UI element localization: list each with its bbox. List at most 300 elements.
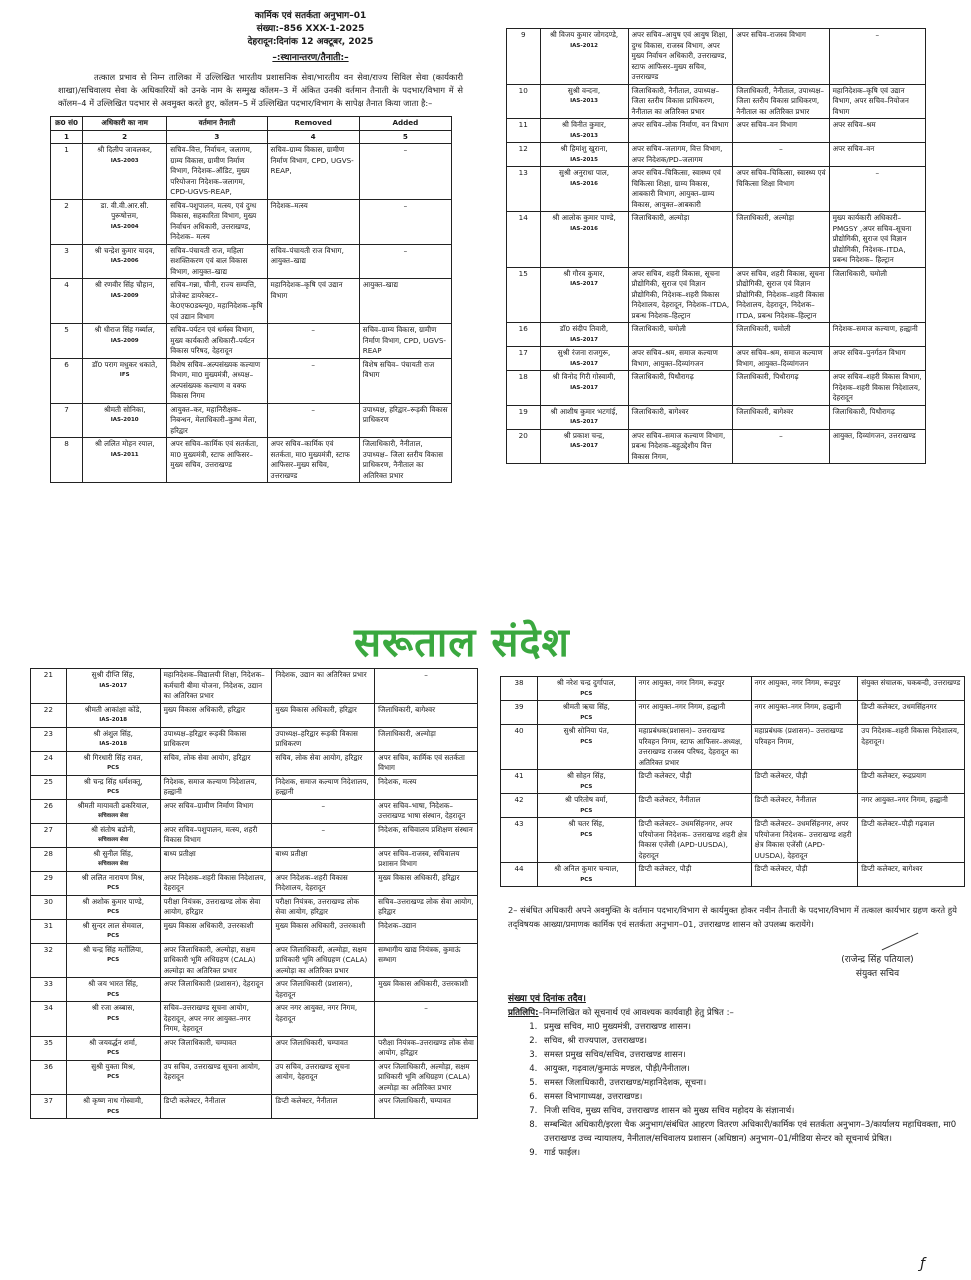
officer-service: PCS xyxy=(107,933,120,939)
officer-name-cell xyxy=(83,199,167,244)
officer-name: श्री आशीष कुमार भटगांई, xyxy=(550,406,618,416)
removed-charge: अपर जिलाधिकारी, चम्पावत xyxy=(272,1036,375,1060)
serial-number: 29 xyxy=(31,871,67,895)
added-charge: महानिदेशक–कृषि एवं उद्यान विभाग, अपर सचिव–नियोजन विभाग xyxy=(829,84,925,119)
removed-charge: अपर नगर आयुक्त, नगर निगम, देहरादून xyxy=(272,1002,375,1037)
department-line: कार्मिक एवं सतर्कता अनुभाग–01 xyxy=(254,11,367,21)
table-row xyxy=(507,119,926,143)
removed-charge: जिलाधिकारी, नैनीताल, उपाध्यक्ष–जिला स्तरीय विकास प्राधिकरण, नैनीताल का अतिरिक्त प्रभार xyxy=(733,84,829,119)
table-row xyxy=(507,371,926,406)
officer-name-cell xyxy=(540,323,628,347)
current-posting: डिप्टी कलेक्टर, पौड़ी xyxy=(635,863,751,887)
officer-name: सुश्री अनुराधा पाल, xyxy=(558,168,610,177)
serial-number: 15 xyxy=(507,267,541,323)
table-row xyxy=(31,943,478,978)
serial-number: 41 xyxy=(501,770,538,794)
table-row xyxy=(31,775,478,799)
officer-name-cell xyxy=(540,143,628,167)
officer-name: सुश्री युक्ता मिश्र, xyxy=(91,1061,136,1071)
table-row xyxy=(507,429,926,464)
officer-name-cell xyxy=(540,119,628,143)
added-charge: – xyxy=(375,1002,478,1037)
added-charge: अपर सचिव–पुनर्गठन विभाग xyxy=(829,347,925,371)
officer-name-cell xyxy=(83,279,167,324)
officer-name: श्री रणवीर सिंह चौहान, xyxy=(94,280,155,289)
table-row xyxy=(507,143,926,167)
officer-service: IAS-2017 xyxy=(570,419,598,425)
officer-service: IAS-2009 xyxy=(110,292,139,299)
officer-name: श्री आलोक कुमार पाण्डे, xyxy=(552,213,616,222)
table-row xyxy=(507,29,926,85)
officer-name: श्री विनीत कुमार, xyxy=(561,120,607,129)
instruction-paragraph: 2– संबंधित अधिकारी अपने अवमुक्ति के वर्तमान पदभार/विभाग से कार्यमुक्त होकर नवीन तैनाती के पदभार/विभाग में तत्काल कार्यभार ग्रहण करते हुये तद्‌विषयक आख्या/प्रमाणक कार्मिक एवं सतर्कता अनुभाग–01, उत्तराखण्ड शासन को उपलब्ध करायेंगे। xyxy=(508,905,957,929)
added-charge: अपर सचिव–राजस्व, सचिवालय प्रशासन विभाग xyxy=(375,847,478,871)
serial-number: 11 xyxy=(507,119,541,143)
copy-to-item: 8. सम्बन्धित अधिकारी/इरला चैक अनुभाग/संबंधित आहरण वितरण अधिकारी/कार्मिक एवं सतर्कता अनुभाग–3/कार्यालय महाधिवक्ता, मा0 उत्तराखण्ड उच्च न्यायालय, नैनीताल/सचिवालय प्रशासन (अधिष्ठान) अनुभाग–01/मीडिया सेन्टर को सूचनार्थ प्रेषित। xyxy=(540,1118,965,1146)
officer-name-cell xyxy=(66,943,160,978)
current-posting: अपर सचिव–पशुपालन, मत्स्य, शहरी विकास विभाग xyxy=(160,823,272,847)
table-row xyxy=(31,871,478,895)
added-charge: परीक्षा नियंत्रक–उत्तराखण्ड लोक सेवा आयोग, हरिद्वार xyxy=(375,1036,478,1060)
officer-name-cell xyxy=(83,144,167,200)
removed-charge: नगर आयुक्त, नगर निगम, रूद्रपुर xyxy=(751,677,858,701)
table-row xyxy=(51,358,452,403)
table-row xyxy=(51,199,452,244)
current-posting: अपर सचिव, शहरी विकास, सूचना प्रौद्योगिकी, सुराज एवं विज्ञान प्रौद्योगिकी, निदेशक–शहरी विकास निदेशालय, देहरादून, निदेशक–ITDA, प्रबन्ध निदेशक–हिल्ट्रान xyxy=(628,267,733,323)
table-row xyxy=(51,244,452,279)
officer-name-cell xyxy=(538,725,635,770)
removed-charge: सचिव, लोक सेवा आयोग, हरिद्वार xyxy=(272,751,375,775)
officer-name-cell xyxy=(540,84,628,119)
officer-name-cell xyxy=(66,871,160,895)
officer-name: श्री प्रकाश चन्द्र, xyxy=(563,430,605,440)
serial-number: 24 xyxy=(31,751,67,775)
officer-name-cell xyxy=(540,267,628,323)
officer-service: PCS xyxy=(580,831,593,838)
officer-service: PCS xyxy=(107,957,120,963)
current-posting: अपर सचिव–श्रम, समाज कल्याण विभाग, आयुक्त–दिव्यांगजन xyxy=(628,347,733,371)
officer-service: IAS-2009 xyxy=(110,337,139,344)
copy-to-item: 2. सचिव, श्री राज्यपाल, उत्तराखण्ड। xyxy=(540,1034,965,1048)
serial-number: 2 xyxy=(51,199,83,244)
table-body xyxy=(507,29,926,464)
serial-number: 39 xyxy=(501,701,538,725)
current-posting: जिलाधिकारी, अल्मोड़ा xyxy=(628,212,733,268)
serial-number: 34 xyxy=(31,1002,67,1037)
serial-number: 37 xyxy=(31,1095,67,1119)
officer-name: श्रीमती मायावती ढकरियाल, xyxy=(77,800,149,810)
officer-name: श्रीमती ऋचा सिंह, xyxy=(562,702,610,711)
officer-name: श्री गौरव कुमार, xyxy=(563,268,605,278)
signature-mark xyxy=(882,933,919,951)
table-row xyxy=(51,324,452,359)
officer-service: IAS-2017 xyxy=(570,360,598,367)
current-posting: बाध्य प्रतीक्षा xyxy=(160,847,272,871)
added-charge: निदेशक, मत्स्य xyxy=(375,775,478,799)
table-row xyxy=(507,267,926,323)
serial-number: 20 xyxy=(507,429,541,464)
removed-charge: परीक्षा नियंत्रक, उत्तराखण्ड लोक सेवा आयोग, हरिद्वार xyxy=(272,895,375,919)
table-row xyxy=(51,438,452,483)
serial-number: 25 xyxy=(31,775,67,799)
order-subject: –:स्थानान्तरण/तैनाती:– xyxy=(272,53,349,63)
watermark-logo: सरूताल संदेश xyxy=(350,620,574,666)
serial-number: 12 xyxy=(507,143,541,167)
added-charge: आयुक्त, दिव्यांगजन, उत्तराखण्ड xyxy=(829,429,925,464)
serial-number: 22 xyxy=(31,703,67,727)
header-officer-name: अधिकारी का नाम xyxy=(83,117,167,131)
current-posting: सचिव–पर्यटन एवं धर्मस्व विभाग, मुख्य कार्यकारी अधिकारी–पर्यटन विकास परिषद, देहरादून xyxy=(167,324,267,359)
serial-number: 13 xyxy=(507,167,541,212)
officer-service: IAS-2012 xyxy=(570,42,598,49)
current-posting: सचिव–पंचायती राज, महिला सशक्तिकरण एवं बाल विकास विभाग, आयुक्त–खाद्य xyxy=(167,244,267,279)
removed-charge: अपर सचिव–वन विभाग xyxy=(733,119,829,143)
officer-name-cell xyxy=(66,1002,160,1037)
added-charge: जिलाधिकारी, चमोली xyxy=(829,267,925,323)
officer-service: IAS-2004 xyxy=(110,223,139,230)
officer-service: PCS xyxy=(580,783,593,790)
current-posting: मुख्य विकास अधिकारी, हरिद्वार xyxy=(160,703,272,727)
serial-number: 36 xyxy=(31,1060,67,1095)
removed-charge: निदेशक, उद्यान का अतिरिक्त प्रभार xyxy=(272,669,375,704)
removed-charge: – xyxy=(267,358,359,403)
header-serial: क्र0 सं0 xyxy=(51,117,83,131)
officer-name-cell xyxy=(83,358,167,403)
removed-charge: जिलाधिकारी, पिथौरागढ़ xyxy=(733,371,829,406)
current-posting: उप सचिव, उत्तराखण्ड सूचना आयोग, देहरादून xyxy=(160,1060,272,1095)
removed-charge: अपर सचिव–कार्मिक एवं सतर्कता, मा0 मुख्यमंत्री, स्टाफ आफिसर–मुख्य सचिव, उत्तराखण्ड xyxy=(267,438,359,483)
copy-to-item: 6. समस्त विभागाध्यक्ष, उत्तराखण्ड। xyxy=(540,1090,965,1104)
serial-number: 18 xyxy=(507,371,541,406)
table-row xyxy=(507,167,926,212)
added-charge: डिप्टी कलेक्टर, उधमसिंहनगर xyxy=(858,701,965,725)
current-posting: अपर सचिव–कार्मिक एवं सतर्कता, मा0 मुख्यमंत्री, स्टाफ आफिसर–मुख्य सचिव, उत्तराखण्ड xyxy=(167,438,267,483)
header-current-posting: वर्तमान तैनाती xyxy=(167,117,267,131)
table-column-number-row xyxy=(51,130,452,144)
officer-name: श्री सुनील सिंह, xyxy=(93,848,134,858)
removed-charge: अपर सचिव–राजस्व विभाग xyxy=(733,29,829,85)
officer-name: श्री अंशुल सिंह, xyxy=(93,728,133,738)
officer-service: IFS xyxy=(119,372,130,378)
officer-name: श्री सोहन सिंह, xyxy=(566,771,606,780)
officer-service: PCS xyxy=(107,991,120,998)
added-charge: – xyxy=(829,167,925,212)
current-posting: अपर सचिव–समाज कल्याण विभाग, प्रबन्ध निदेशक–बहुउद्देशीय वित्त विकास निगम, xyxy=(628,429,733,464)
removed-charge: अपर जिलाधिकारी (प्रशासन), देहरादून xyxy=(272,978,375,1002)
copy-to-item: 7. निजी सचिव, मुख्य सचिव, उत्तराखण्ड शासन को मुख्य सचिव महोदय के संज्ञानार्थ। xyxy=(540,1104,965,1118)
table-header-row xyxy=(51,117,452,131)
officer-name-cell xyxy=(540,429,628,464)
removed-charge: डिप्टी कलेक्टर, नैनीताल xyxy=(272,1095,375,1119)
officer-name-cell xyxy=(66,751,160,775)
serial-number: 40 xyxy=(501,725,538,770)
current-posting: नगर आयुक्त–नगर निगम, हल्द्वानी xyxy=(635,701,751,725)
added-charge: – xyxy=(359,199,451,244)
officer-name-cell xyxy=(540,212,628,268)
added-charge: सम्भागीय खाद्य नियंत्रक, कुमाऊं सम्भाग xyxy=(375,943,478,978)
reference-line: संख्या एवं दिनांक तदैव। xyxy=(508,994,586,1004)
current-posting: उपाध्यक्ष–हरिद्वार रूड़की विकास प्राधिकरण xyxy=(160,727,272,751)
current-posting: अपर निदेशक–शहरी विकास निदेशालय, देहरादून xyxy=(160,871,272,895)
page-panel-2 xyxy=(506,28,926,620)
officer-service: सचिवालय सेवा xyxy=(98,837,129,843)
serial-number: 30 xyxy=(31,895,67,919)
officer-service: IAS-2006 xyxy=(110,258,139,264)
added-charge: जिलाधिकारी, पिथौरागढ़ xyxy=(829,405,925,429)
table-row xyxy=(501,677,965,701)
officer-name-cell xyxy=(540,405,628,429)
officer-name: श्रीमती सोनिका, xyxy=(103,404,146,414)
removed-charge: – xyxy=(267,403,359,438)
officer-service: PCS xyxy=(107,1108,120,1115)
removed-charge: डिप्टी कलेक्टर, पौड़ी xyxy=(751,863,858,887)
copy-to-item: 4. आयुक्त, गढ़वाल/कुमाऊं मण्डल, पौड़ी/नैनीताल। xyxy=(540,1062,965,1076)
officer-name: श्री चन्द्रेश कुमार यादव, xyxy=(94,245,155,255)
serial-number: 28 xyxy=(31,847,67,871)
officer-service: सचिवालय सेवा xyxy=(98,861,129,867)
table-row xyxy=(31,669,478,704)
copy-to-item: 1. प्रमुख सचिव, मा0 मुख्यमंत्री, उत्तराखण्ड शासन। xyxy=(540,1020,965,1034)
officer-name-cell xyxy=(540,371,628,406)
header-added: Added xyxy=(359,117,451,131)
officer-name: श्री संतोष बडोनी, xyxy=(90,824,136,834)
current-posting: परीक्षा नियंत्रक, उत्तराखण्ड लोक सेवा आयोग, हरिद्वार xyxy=(160,895,272,919)
copy-to-heading xyxy=(508,1006,957,1018)
current-posting: अपर सचिव–आयुष एवं आयुष शिक्षा, दुग्ध विकास, राजस्व विभाग, अपर मुख्य निर्वाचन अधिकारी, उत्तराखण्ड, स्टाफ आफिसर–मुख्य सचिव, उत्तराखण्ड xyxy=(628,29,733,85)
serial-number: 23 xyxy=(31,727,67,751)
header-removed: Removed xyxy=(267,117,359,131)
officer-name: श्री परितोष वर्मा, xyxy=(564,795,608,804)
table-row xyxy=(31,1002,478,1037)
officer-service: IAS-2010 xyxy=(110,417,139,423)
serial-number: 35 xyxy=(31,1036,67,1060)
removed-charge: अपर निदेशक–शहरी विकास निदेशालय, देहरादून xyxy=(272,871,375,895)
table-row xyxy=(501,770,965,794)
removed-charge: अपर सचिव–श्रम, समाज कल्याण विभाग, आयुक्त–दिव्यांगजन xyxy=(733,347,829,371)
added-charge: अपर जिलाधिकारी, चम्पावत xyxy=(375,1095,478,1119)
table-body xyxy=(51,144,452,483)
serial-number: 6 xyxy=(51,358,83,403)
added-charge: उपाध्यक्ष, हरिद्वार–रूड़की विकास प्राधिकरण xyxy=(359,403,451,438)
removed-charge: – xyxy=(733,143,829,167)
added-charge: डिप्टी कलेक्टर, बागेश्वर xyxy=(858,863,965,887)
current-posting: अपर जिलाधिकारी, अल्मोड़ा, सक्षम प्राधिकारी भूमि अधिग्रहण (CALA) अल्मोड़ा का अतिरिक्त प्रभार xyxy=(160,943,272,978)
current-posting: नगर आयुक्त, नगर निगम, रूद्रपुर xyxy=(635,677,751,701)
added-charge: विशेष सचिव– पंचायती राज विभाग xyxy=(359,358,451,403)
table-body xyxy=(31,669,478,1119)
removed-charge: अपर सचिव, शहरी विकास, सूचना प्रौद्योगिकी, सुराज एवं विज्ञान प्रौद्योगिकी, निदेशक–शहरी विकास निदेशालय, देहरादून, निदेशक–ITDA, प्रबन्ध निदेशक–हिल्ट्रान xyxy=(733,267,829,323)
removed-charge: – xyxy=(272,823,375,847)
officer-name: श्री ललित नारायण मिश्र, xyxy=(81,872,145,882)
serial-number: 21 xyxy=(31,669,67,704)
copy-to-item: 3. समस्त प्रमुख सचिव/सचिव, उत्तराखण्ड शासन। xyxy=(540,1048,965,1062)
intro-paragraph: तत्काल प्रभाव से निम्न तालिका में उल्लिखित भारतीय प्रशासनिक सेवा/भारतीय वन सेवा/राज्य सिविल सेवा (कार्यकारी शाखा)/सचिवालय सेवा के अधिकारियों को उनके नाम के सम्मुख कॉलम–3 में अंकित उनकी वर्तमान तैनाती के पदभार/विभाग में से कॉलम–4 में उल्लिखित पदभार से अवमुक्त करते हुए, कॉलम–5 में उल्लिखित पदभार/विभाग के सापेक्ष तैनात किया जाता है:– xyxy=(58,72,463,108)
page-panel-1 xyxy=(28,10,473,618)
removed-charge: सचिव–पंचायती राज विभाग, आयुक्त–खाद्य xyxy=(267,244,359,279)
officer-name: श्री हिमांशु खुराना, xyxy=(560,144,608,153)
officer-name-cell xyxy=(66,895,160,919)
officer-service: IAS-2017 xyxy=(99,682,128,689)
current-posting: मुख्य विकास अधिकारी, उत्तरकाशी xyxy=(160,919,272,943)
officer-service: IAS-2017 xyxy=(570,336,598,343)
added-charge: निदेशक–समाज कल्याण, हल्द्वानी xyxy=(829,323,925,347)
officer-name: श्री जयवर्द्धन शर्मा, xyxy=(89,1037,138,1047)
table-row xyxy=(501,725,965,770)
copy-label: प्रतिलिपि: xyxy=(508,1008,539,1018)
officer-name: श्री रजा अब्बास, xyxy=(91,1003,135,1012)
removed-charge: उप सचिव, उत्तराखण्ड सूचना आयोग, देहरादून xyxy=(272,1060,375,1095)
current-posting: विशेष सचिव–अल्पसंख्यक कल्याण विभाग, मा0 मुख्यमंत्री, अध्यक्ष– अल्पसंख्यक कल्याण व वक्फ विकास निगम xyxy=(167,358,267,403)
serial-number: 4 xyxy=(51,279,83,324)
current-posting: निदेशक, समाज कल्याण निदेशालय, हल्द्वानी xyxy=(160,775,272,799)
removed-charge: डिप्टी कलेक्टर, पौड़ी xyxy=(751,770,858,794)
signatory-designation: संयुक्त सचिव xyxy=(855,969,900,979)
removed-charge: जिलाधिकारी, चमोली xyxy=(733,323,829,347)
transfer-table-part-2 xyxy=(506,28,926,464)
officer-service: सचिवालय सेवा xyxy=(98,813,129,819)
officer-service: IAS-2018 xyxy=(99,741,128,747)
officer-name: श्री विनोद गिरी गोस्वामी, xyxy=(552,372,616,381)
added-charge: जिलाधिकारी, अल्मोड़ा xyxy=(375,727,478,751)
officer-name: डॉ0 संदीप तिवारी, xyxy=(559,324,609,333)
officer-name: श्री चतर सिंह, xyxy=(568,819,605,828)
officer-name: श्री चन्द्र सिंह मर्तोलिया, xyxy=(83,944,144,954)
officer-name-cell xyxy=(66,727,160,751)
officer-service: IAS-2016 xyxy=(570,180,598,187)
officer-name: श्री विजय कुमार जोगदण्डे, xyxy=(549,30,619,39)
added-charge: उप निदेशक–शहरी विकास निदेशालय, देहरादून। xyxy=(858,725,965,770)
removed-charge: जिलाधिकारी, बागेश्वर xyxy=(733,405,829,429)
transfer-table-part-4 xyxy=(500,676,965,887)
table-row xyxy=(501,818,965,863)
added-charge: अपर सचिव, कार्मिक एवं सतर्कता विभाग xyxy=(375,751,478,775)
removed-charge: उपाध्यक्ष–हरिद्वार रूड़की विकास प्राधिकरण xyxy=(272,727,375,751)
officer-service: PCS xyxy=(580,807,593,814)
added-charge: निदेशक–उद्यान xyxy=(375,919,478,943)
added-charge: – xyxy=(829,29,925,85)
table-row xyxy=(507,405,926,429)
table-row xyxy=(31,895,478,919)
signature-block xyxy=(790,953,965,981)
officer-service: IAS-2017 xyxy=(570,281,598,287)
officer-name: श्री गिरधारी सिंह रावत, xyxy=(83,752,143,762)
added-charge: मुख्य विकास अधिकारी, हरिद्वार xyxy=(375,871,478,895)
current-posting: जिलाधिकारी, बागेश्वर xyxy=(628,405,733,429)
col-num: 4 xyxy=(267,130,359,144)
officer-name-cell xyxy=(538,818,635,863)
serial-number: 33 xyxy=(31,978,67,1002)
removed-charge: बाध्य प्रतीक्षा xyxy=(272,847,375,871)
current-posting: अपर सचिव–ग्रामीण निर्माण विभाग xyxy=(160,799,272,823)
added-charge: अपर सचिव–श्रम xyxy=(829,119,925,143)
current-posting: जिलाधिकारी, चमोली xyxy=(628,323,733,347)
serial-number: 10 xyxy=(507,84,541,119)
officer-name-cell xyxy=(540,167,628,212)
removed-charge: – xyxy=(272,799,375,823)
serial-number: 8 xyxy=(51,438,83,483)
current-posting: डिप्टी कलेक्टर, पौड़ी xyxy=(635,770,751,794)
current-posting: सचिव–पशुपालन, मत्स्य, एवं दुग्ध विकास, सहकारिता विभाग, मुख्य निर्वाचन अधिकारी, उत्तराखण्ड, निदेशक– मत्स्य xyxy=(167,199,267,244)
transfer-table-part-1 xyxy=(50,116,452,483)
officer-service: IAS-2016 xyxy=(570,225,598,232)
serial-number: 42 xyxy=(501,794,538,818)
officer-name-cell xyxy=(66,847,160,871)
current-posting: सचिव, लोक सेवा आयोग, हरिद्वार xyxy=(160,751,272,775)
officer-name: श्री कृष्ण नाथ गोस्वामी, xyxy=(83,1096,144,1105)
officer-service: IAS-2015 xyxy=(570,156,598,163)
officer-service: PCS xyxy=(107,789,120,795)
added-charge: जिलाधिकारी, बागेश्वर xyxy=(375,703,478,727)
serial-number: 9 xyxy=(507,29,541,85)
table-row xyxy=(507,212,926,268)
removed-charge: नगर आयुक्त–नगर निगम, हल्द्वानी xyxy=(751,701,858,725)
copy-to-item: 9. गार्ड फाईल। xyxy=(540,1146,965,1160)
officer-service: IAS-2011 xyxy=(110,451,139,458)
table-row xyxy=(31,1036,478,1060)
added-charge: – xyxy=(359,244,451,279)
officer-name-cell xyxy=(538,677,635,701)
officer-service: IAS-2017 xyxy=(570,443,598,449)
officer-service: PCS xyxy=(580,690,593,697)
table-row xyxy=(31,727,478,751)
table-row xyxy=(31,978,478,1002)
officer-name: सुश्री दीप्ति सिंह, xyxy=(91,670,135,679)
officer-service: IAS-2017 xyxy=(570,384,598,391)
serial-number: 5 xyxy=(51,324,83,359)
officer-name: श्री नरेश चन्द्र दुर्गापाल, xyxy=(556,678,616,687)
table-row xyxy=(31,799,478,823)
officer-service: IAS-2003 xyxy=(110,157,139,164)
serial-number: 1 xyxy=(51,144,83,200)
officer-service: PCS xyxy=(580,876,593,883)
officer-name: श्री दिलीप जावलकर, xyxy=(97,145,153,154)
added-charge: निदेशक, सचिवालय प्रशिक्षण संस्थान xyxy=(375,823,478,847)
officer-service: PCS xyxy=(107,765,120,771)
serial-number: 16 xyxy=(507,323,541,347)
current-posting: सचिव–गन्ना, चीनी, राज्य सम्पत्ति, प्रोजेक्ट डायरेक्टर– के0एफ0डब्ल्यू0, महानिदेशक–कृषि एवं उद्यान विभाग xyxy=(167,279,267,324)
removed-charge: डिप्टी कलेक्टर, नैनीताल xyxy=(751,794,858,818)
current-posting: महानिदेशक–विद्यालयी शिक्षा, निदेशक–कर्मचारी बीमा योजना, निदेशक, उद्यान का अतिरिक्त प्रभार xyxy=(160,669,272,704)
officer-name-cell xyxy=(83,438,167,483)
current-posting: सचिव–उत्तराखण्ड सूचना आयोग, देहरादून, अपर नगर आयुक्त–नगर निगम, देहरादून xyxy=(160,1002,272,1037)
officer-name: सुश्री वन्दना, xyxy=(567,85,601,95)
serial-number: 27 xyxy=(31,823,67,847)
added-charge: मुख्य कार्यकारी अधिकारी–PMGSY ,अपर सचिव–सूचना प्रौद्योगिकी, सुराज एवं विज्ञान प्रौद्योगिकी, निदेशक–ITDA, प्रबन्ध निदेशक– हिल्ट्रान xyxy=(829,212,925,268)
officer-service: IAS-2013 xyxy=(570,98,598,104)
removed-charge: सचिव–ग्राम्य विकास, ग्रामीण निर्माण विभाग, CPD, UGVS-REAP, xyxy=(267,144,359,200)
officer-name-cell xyxy=(66,703,160,727)
added-charge: मुख्य विकास अधिकारी, उत्तरकाशी xyxy=(375,978,478,1002)
officer-name: श्रीमती आकांक्षा कोंडे, xyxy=(84,704,142,714)
page-panel-4 xyxy=(500,676,965,1276)
added-charge: अपर सचिव–शहरी विकास विभाग, निदेशक–शहरी विकास निदेशालय, देहरादून xyxy=(829,371,925,406)
officer-name-cell xyxy=(66,1060,160,1095)
table-row xyxy=(31,1095,478,1119)
table-row xyxy=(51,403,452,438)
added-charge: – xyxy=(359,144,451,200)
table-row xyxy=(507,347,926,371)
officer-name: श्री अशोक कुमार पाण्डे, xyxy=(82,896,145,906)
added-charge: डिप्टी कलेक्टर, रूद्रप्रयाग xyxy=(858,770,965,794)
officer-name: श्री ललित मोहन रयाल, xyxy=(94,439,155,448)
current-posting: सचिव–वित्त, निर्वाचन, जलागम, ग्राम्य विकास, ग्रामीण निर्माण विभाग, निदेशक–ऑडिट, मुख्य परियोजना निदेशक–जलागम, CPD-UGVS-REAP, xyxy=(167,144,267,200)
serial-number: 3 xyxy=(51,244,83,279)
added-charge: आयुक्त–खाद्य xyxy=(359,279,451,324)
added-charge: अपर सचिव–वन xyxy=(829,143,925,167)
current-posting: आयुक्त–कर, महानिरीक्षक–निबन्धन, मेलाधिकारी–कुम्भ मेला, हरिद्वार xyxy=(167,403,267,438)
officer-service: IAS-2018 xyxy=(99,717,128,723)
current-posting: डिप्टी कलेक्टर, नैनीताल xyxy=(160,1095,272,1119)
